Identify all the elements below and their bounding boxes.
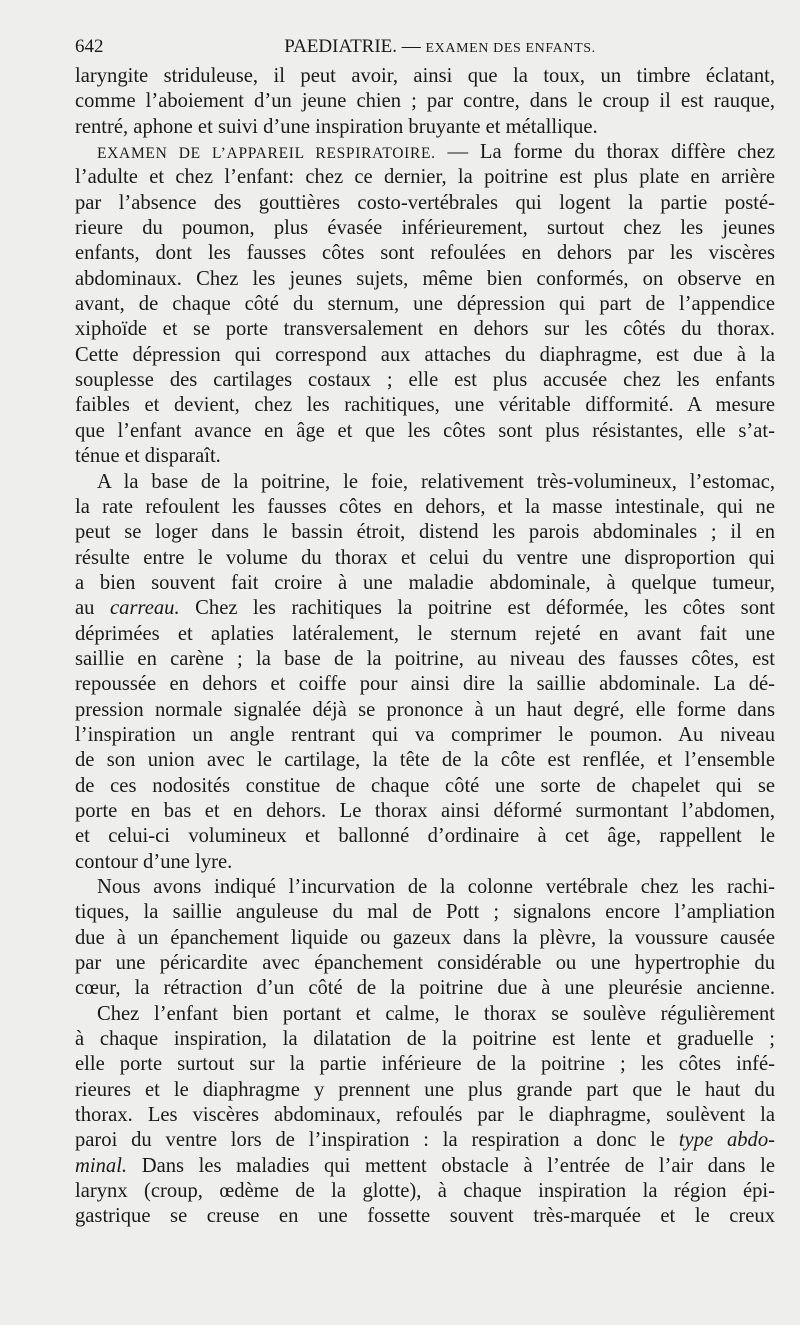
running-head bbox=[75, 36, 775, 58]
text-line bbox=[75, 292, 775, 317]
page-number: 642 bbox=[75, 36, 104, 57]
line-text: larynx (croup, œdème de la glotte), à chaque inspiration la région épi- bbox=[75, 1180, 775, 1203]
page-header bbox=[75, 36, 775, 60]
line-text: rieure du poumon, plus évasée inférieurement, surtout chez les jeunes bbox=[75, 217, 775, 240]
running-head-title: PAEDIATRIE. bbox=[284, 36, 398, 57]
text-line bbox=[75, 64, 775, 89]
text-line bbox=[75, 951, 775, 976]
text-line bbox=[75, 774, 775, 799]
line-text: par l’absence des gouttières costo-vertébrales qui logent la partie posté- bbox=[75, 191, 775, 214]
line-text: Chez les rachitiques la poitrine est déformée, les côtes sont bbox=[179, 597, 776, 620]
line-text: enfants, dont les fausses côtes sont refoulées en dehors par les viscères bbox=[75, 242, 775, 265]
text-line bbox=[75, 1204, 775, 1229]
line-text: contour d’une lyre. bbox=[75, 850, 233, 873]
text-line bbox=[75, 89, 775, 114]
line-text: laryngite striduleuse, il peut avoir, ainsi que la toux, un timbre éclatant, bbox=[75, 65, 775, 87]
line-text: comme l’aboiement d’un jeune chien ; par contre, dans le croup il est rauque, bbox=[75, 90, 775, 113]
line-text: au bbox=[75, 597, 111, 620]
line-text: Dans les maladies qui mettent obstacle à l’entrée de l’air dans le bbox=[127, 1154, 775, 1177]
line-text: ténue et disparaît. bbox=[75, 445, 221, 468]
text-line bbox=[75, 596, 775, 621]
line-text: de son union avec le cartilage, la tête de la côte est renflée, et l’ensemble bbox=[75, 749, 775, 772]
line-text: due à un épanchement liquide ou gazeux dans la plèvre, la voussure causée bbox=[75, 926, 775, 949]
text-line bbox=[75, 1103, 775, 1128]
line-text: pression normale signalée déjà se prononce à un haut degré, elle forme dans bbox=[75, 698, 775, 721]
text-line bbox=[75, 672, 775, 697]
line-text: et celui-ci volumineux et ballonné d’ordinaire à cet âge, rappellent le bbox=[75, 825, 775, 848]
text-line bbox=[75, 698, 775, 723]
italic-term: carreau. bbox=[110, 597, 180, 620]
text-line bbox=[75, 926, 775, 951]
line-text: l’adulte et chez l’enfant: chez ce dernier, la poitrine est plus plate en arrière bbox=[75, 166, 775, 189]
text-line bbox=[75, 571, 775, 596]
text-line bbox=[75, 799, 775, 824]
line-text: thorax. Les viscères abdominaux, refoulés par le diaphragme, soulèvent la bbox=[75, 1104, 775, 1127]
line-text: faibles et devient, chez les rachitiques, une véritable difformité. A mesure bbox=[75, 394, 775, 417]
line-text: gastrique se creuse en une fossette souvent très-marquée et le creux bbox=[75, 1205, 775, 1228]
italic-term: type abdo- bbox=[678, 1129, 775, 1152]
line-text: a bien souvent fait croire à une maladie abdominale, à quelque tumeur, bbox=[75, 571, 775, 594]
text-line bbox=[75, 1002, 775, 1027]
text-line bbox=[75, 444, 775, 469]
line-text: abdominaux. Chez les jeunes sujets, même bien conformés, on observe en bbox=[75, 267, 775, 290]
text-line bbox=[75, 520, 775, 545]
line-text: cœur, la rétraction d’un côté de la poitrine due à une pleurésie ancienne. bbox=[75, 977, 775, 1000]
text-line bbox=[75, 267, 775, 292]
text-line bbox=[75, 368, 775, 393]
line-text: souplesse des cartilages costaux ; elle est plus accusée chez les enfants bbox=[75, 369, 775, 392]
text-line bbox=[75, 191, 775, 216]
text-line bbox=[75, 1027, 775, 1052]
line-text: Chez l’enfant bien portant et calme, le thorax se soulève régulièrement bbox=[97, 1002, 775, 1025]
text-line bbox=[75, 1052, 775, 1077]
text-line bbox=[75, 419, 775, 444]
line-text: par une péricardite avec épanchement considérable ou une hypertrophie du bbox=[75, 952, 775, 975]
text-line bbox=[75, 723, 775, 748]
text-line bbox=[75, 140, 775, 165]
text-line bbox=[75, 748, 775, 773]
line-text: — La forme du thorax diffère chez bbox=[435, 141, 775, 164]
text-line bbox=[75, 317, 775, 342]
text-line bbox=[75, 1154, 775, 1179]
text-line bbox=[75, 824, 775, 849]
text-line bbox=[75, 622, 775, 647]
text-line bbox=[75, 495, 775, 520]
line-text: A la base de la poitrine, le foie, relativement très-volumineux, l’estomac, bbox=[97, 470, 775, 493]
line-text: repoussée en dehors et coiffe pour ainsi dire la saillie abdominale. La dé- bbox=[75, 673, 775, 696]
line-text: tiques, la saillie anguleuse du mal de Pott ; signalons encore l’ampliation bbox=[75, 901, 775, 924]
line-text: paroi du ventre lors de l’inspiration : la respiration a donc le bbox=[75, 1129, 679, 1152]
line-text: porte en bas et en dehors. Le thorax ainsi déformé surmontant l’abdomen, bbox=[75, 799, 775, 822]
line-text: déprimées et aplaties latéralement, le sternum rejeté en avant fait une bbox=[75, 622, 775, 645]
italic-term: minal. bbox=[75, 1154, 128, 1177]
text-line bbox=[75, 976, 775, 1001]
text-line bbox=[75, 343, 775, 368]
line-text: Nous avons indiqué l’incurvation de la colonne vertébrale chez les rachi- bbox=[97, 876, 775, 898]
text-line bbox=[75, 647, 775, 672]
line-text: xiphoïde et se porte transversalement en dehors sur les côtés du thorax. bbox=[75, 318, 775, 341]
section-heading: EXAMEN DE L’APPAREIL RESPIRATOIRE. bbox=[97, 145, 436, 163]
text-line bbox=[75, 875, 775, 900]
text-line bbox=[75, 115, 775, 140]
line-text: à chaque inspiration, la dilatation de la poitrine est lente et graduelle ; bbox=[75, 1028, 775, 1051]
text-line bbox=[75, 470, 775, 495]
running-head-subtitle: EXAMEN DES ENFANTS. bbox=[425, 41, 596, 56]
line-text: la rate refoulent les fausses côtes en dehors, et la masse intestinale, qui ne bbox=[75, 495, 775, 518]
line-text: Cette dépression qui correspond aux attaches du diaphragme, est due à la bbox=[75, 343, 775, 366]
line-text: rentré, aphone et suivi d’une inspiration bruyante et métallique. bbox=[75, 115, 598, 138]
text-line bbox=[75, 1179, 775, 1204]
line-text: résulte entre le volume du thorax et celui du ventre une disproportion qui bbox=[75, 546, 775, 569]
text-line bbox=[75, 850, 775, 875]
text-line bbox=[75, 241, 775, 266]
text-line bbox=[75, 1078, 775, 1103]
text-line bbox=[75, 165, 775, 190]
running-head-dash: — bbox=[397, 36, 426, 57]
line-text: saillie en carène ; la base de la poitrine, au niveau des fausses côtes, est bbox=[75, 647, 775, 670]
line-text: rieures et le diaphragme y prennent une plus grande part que le haut du bbox=[75, 1078, 775, 1101]
line-text: elle porte surtout sur la partie inférieure de la poitrine ; les côtes infé- bbox=[75, 1053, 775, 1076]
text-line bbox=[75, 216, 775, 241]
text-line bbox=[75, 1128, 775, 1153]
line-text: l’inspiration un angle rentrant qui va comprimer le poumon. Au niveau bbox=[75, 723, 775, 746]
line-text: peut se loger dans le bassin étroit, distend les parois abdominales ; il en bbox=[75, 521, 775, 544]
text-line bbox=[75, 546, 775, 571]
text-line bbox=[75, 393, 775, 418]
line-text: de ces nodosités constitue de chaque côté une sorte de chapelet qui se bbox=[75, 774, 775, 797]
line-text: que l’enfant avance en âge et que les côtes sont plus résistantes, elle s’at- bbox=[75, 419, 775, 442]
body-text bbox=[75, 64, 775, 1230]
line-text: avant, de chaque côté du sternum, une dépression qui part de l’appendice bbox=[75, 293, 775, 316]
text-line bbox=[75, 900, 775, 925]
